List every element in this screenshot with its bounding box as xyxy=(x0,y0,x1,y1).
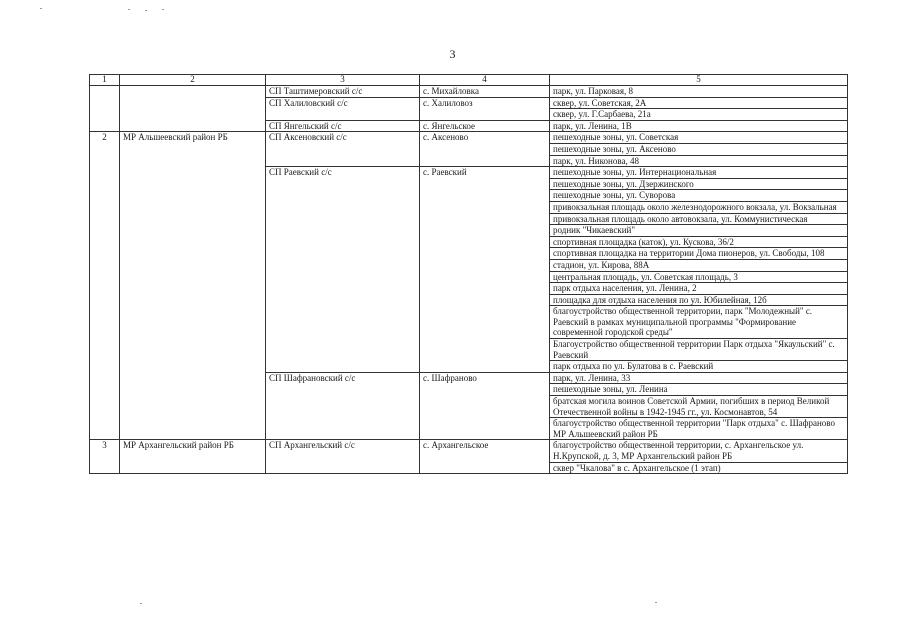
settlement-cell: СП Шафрановский с/с xyxy=(266,372,420,440)
table-row xyxy=(90,440,848,462)
scan-speck xyxy=(145,10,147,11)
district-cell xyxy=(120,86,266,132)
object-cell: сквер "Чкалова" в с. Архангельское (1 этап) xyxy=(550,462,848,474)
object-cell: привокзальная площадь около железнодорожного вокзала, ул. Вокзальная xyxy=(550,201,848,213)
scan-speck xyxy=(655,602,657,603)
object-cell: сквер, ул. Советская, 2А xyxy=(550,97,848,109)
column-header-village: 4 xyxy=(420,75,550,86)
scan-speck xyxy=(128,9,130,10)
village-cell: с. Раевский xyxy=(420,167,550,373)
row-number-cell xyxy=(90,86,120,132)
column-header-object: 5 xyxy=(550,75,848,86)
header-row xyxy=(90,75,848,86)
village-cell: с. Архангельское xyxy=(420,440,550,474)
object-cell: спортивная площадка на территории Дома пионеров, ул. Свободы, 108 xyxy=(550,248,848,260)
object-cell: благоустройство общественной территории, с. Архангельское ул. Н.Крупской, д. 3, МР Архангельский район РБ xyxy=(550,440,848,462)
object-cell: центральная площадь, ул. Советская площадь, 3 xyxy=(550,271,848,283)
object-cell: привокзальная площадь около автовокзала, ул. Коммунистическая xyxy=(550,213,848,225)
object-cell: парк отдыха населения, ул. Ленина, 2 xyxy=(550,283,848,295)
settlement-cell: СП Янгельский с/с xyxy=(266,120,420,132)
object-cell: сквер, ул. Г.Сарбаева, 21а xyxy=(550,109,848,121)
object-cell: пешеходные зоны, ул. Советская xyxy=(550,132,848,144)
settlement-cell: СП Халиловский с/с xyxy=(266,97,420,120)
column-header-number: 1 xyxy=(90,75,120,86)
settlement-cell: СП Архангельский с/с xyxy=(266,440,420,474)
table-row xyxy=(90,86,848,98)
village-cell: с. Халиловоз xyxy=(420,97,550,120)
scan-speck xyxy=(140,603,142,604)
table-row xyxy=(90,132,848,144)
district-cell: МР Альшеевский район РБ xyxy=(120,132,266,440)
object-cell: родник "Чикаевский" xyxy=(550,225,848,237)
object-cell: благоустройство общественной территории "Парк отдыха" с. Шафраново МР Альшеевский район РБ xyxy=(550,418,848,440)
object-cell: парк, ул. Никонова, 48 xyxy=(550,155,848,167)
row-number-cell: 2 xyxy=(90,132,120,440)
object-cell: братская могила воинов Советской Армии, погибших в период Великой Отечественной войны в 1942-1945 гг., ул. Космонавтов, 54 xyxy=(550,396,848,418)
settlement-cell: СП Таштимеровский с/с xyxy=(266,86,420,98)
object-cell: парк отдыха по ул. Булатова в с. Раевский xyxy=(550,361,848,373)
object-cell: пешеходные зоны, ул. Суворова xyxy=(550,190,848,202)
district-cell: МР Архангельский район РБ xyxy=(120,440,266,474)
column-header-settlement: 3 xyxy=(266,75,420,86)
object-cell: парк, ул. Ленина, 33 xyxy=(550,372,848,384)
object-cell: парк, ул. Ленина, 1В xyxy=(550,120,848,132)
object-cell: пешеходные зоны, ул. Интернациональная xyxy=(550,167,848,179)
object-cell: пешеходные зоны, ул. Аксеново xyxy=(550,143,848,155)
object-cell: парк, ул. Парковая, 8 xyxy=(550,86,848,98)
object-cell: пешеходные зоны, ул. Ленина xyxy=(550,384,848,396)
village-cell: с. Михайловка xyxy=(420,86,550,98)
row-number-cell: 3 xyxy=(90,440,120,474)
object-cell: пешеходные зоны, ул. Дзержинского xyxy=(550,178,848,190)
object-cell: стадион, ул. Кирова, 88А xyxy=(550,259,848,271)
table-header xyxy=(90,75,848,86)
village-cell: с. Шафраново xyxy=(420,372,550,440)
village-cell: с. Янгельское xyxy=(420,120,550,132)
page-number: 3 xyxy=(449,47,456,61)
column-header-district: 2 xyxy=(120,75,266,86)
object-cell: благоустройство общественной территории, парк "Молодежный" с. Раевский в рамках муниципальной программы "Формирование современной городской среды" xyxy=(550,306,848,339)
object-cell: спортивная площадка (каток), ул. Кускова, 36/2 xyxy=(550,236,848,248)
settlement-cell: СП Раевский с/с xyxy=(266,167,420,373)
object-cell: площадка для отдыха населения по ул. Юбилейная, 12б xyxy=(550,294,848,306)
registry-table xyxy=(89,74,848,474)
object-cell: Благоустройство общественной территории Парк отдыха "Якаульский" с. Раевский xyxy=(550,339,848,361)
table-body xyxy=(90,86,848,474)
settlement-cell: СП Аксеновский с/с xyxy=(266,132,420,167)
scan-speck xyxy=(162,9,164,10)
village-cell: с. Аксеново xyxy=(420,132,550,167)
scan-speck xyxy=(40,8,42,9)
